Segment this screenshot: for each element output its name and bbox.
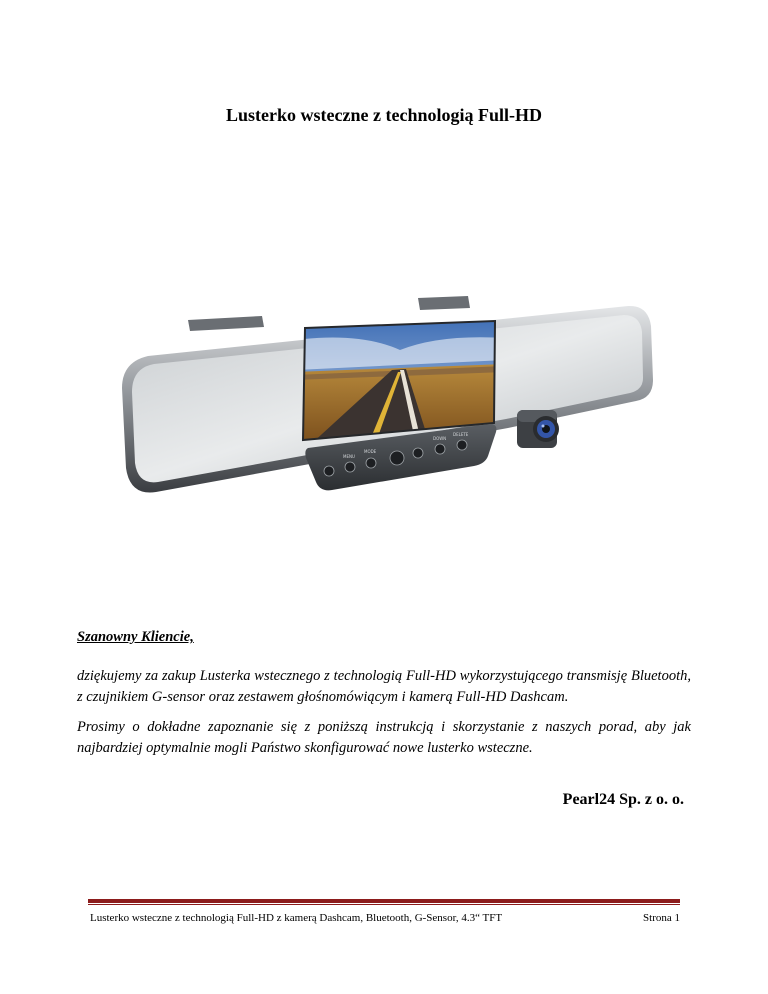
button-down <box>435 444 445 454</box>
intro-paragraph-thanks: dziękujemy za zakup Lusterka wstecznego z technologią Full-HD wykorzystującego transmisję Bluetooth, z czujnikiem G-sensor oraz zestawem głośnomówiącym i kamerą Full-HD Dashcam. <box>77 668 691 705</box>
button-label-mode: MODE <box>364 449 377 454</box>
button-label-delete: DELETE <box>453 432 469 437</box>
page-title: Lusterko wsteczne z technologią Full-HD <box>226 105 542 125</box>
product-image-rearview-mirror <box>100 280 660 510</box>
intro-paragraph-instructions: Prosimy o dokładne zapoznanie się z poniższą instrukcją i skorzystanie z naszych porad, aby jak najbardziej optymalnie mogli Państwo skonfigurować nowe lusterko wsteczne. <box>77 719 691 756</box>
button-power <box>324 466 334 476</box>
button-label-down: DOWN <box>433 436 447 441</box>
greeting: Szanowny Kliencie, <box>77 629 194 645</box>
rear-camera <box>517 410 559 448</box>
company-signature: Pearl24 Sp. z o. o. <box>562 791 684 808</box>
mount-clip-right <box>418 296 470 310</box>
button-delete <box>457 440 467 450</box>
footer-document-title: Lusterko wsteczne z technologią Full-HD z kamerą Dashcam, Bluetooth, G-Sensor, 4.3“ TFT <box>90 912 503 924</box>
footer-divider <box>88 899 680 903</box>
button-record <box>390 451 404 465</box>
button-up <box>413 448 423 458</box>
button-label-menu: MENU <box>343 454 355 459</box>
mount-clip-left <box>188 316 264 331</box>
button-menu <box>345 462 355 472</box>
button-mode <box>366 458 376 468</box>
footer-page-number: Strona 1 <box>643 912 680 924</box>
